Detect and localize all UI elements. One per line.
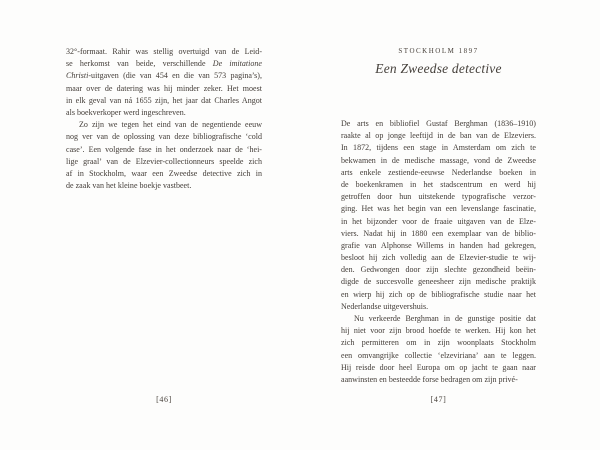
left-page-text bbox=[66, 46, 262, 192]
text-line: In 1872, tijdens een stage in Amsterdam om zich te bbox=[341, 143, 536, 153]
chapter-label: STOCKHOLM 1897 bbox=[398, 47, 479, 55]
text-line: hij niet voor zijn brood hoefde te werken. Hij kon het bbox=[341, 326, 536, 336]
text-line: de zaak van het kleine boekje vastbeet. bbox=[66, 181, 192, 191]
text-line: Hij reisde door heel Europa om op jacht te gaan naar bbox=[341, 362, 536, 372]
text-line: digde de succesvolle geneesheer zijn medische praktijk bbox=[341, 277, 536, 287]
text-line: besloot hij zich volledig aan de Elzevier-studie te wij- bbox=[341, 253, 536, 263]
text-line: viers. Nadat hij in 1880 een exemplaar van de biblio- bbox=[341, 228, 536, 238]
text-line: se herkomst van beide, verschillende De imitatione bbox=[66, 59, 263, 69]
text-line: ging. Het was het begin van een levenslange fascinatie, bbox=[341, 204, 536, 214]
left-page-number: [46] bbox=[156, 395, 172, 404]
text-line: af in Stockholm, waar een Zweedse detective zich in bbox=[66, 168, 262, 178]
right-page-number: [47] bbox=[430, 395, 447, 404]
text-line: nog ver van de oplossing van deze bibliografische ‘cold bbox=[66, 132, 262, 142]
text-line: Nu verkeerde Berghman in de gunstige positie dat bbox=[354, 314, 536, 323]
text-line: maar over de datering was hij minder zeker. Het moest bbox=[66, 83, 262, 93]
text-line: Nederlandse uitgevershuis. bbox=[341, 301, 429, 311]
text-line: Christi-uitgaven (die van 454 en die van 573 pagina’s), bbox=[66, 71, 262, 81]
text-line: als boekverkoper werd ingeschreven. bbox=[66, 107, 186, 117]
text-line: bekwamen in de medische massage, vond de Zweedse bbox=[341, 155, 536, 165]
text-line: grafie van Alphonse Willems in handen had gekregen, bbox=[341, 240, 536, 250]
text-line: getroffen door hun uitstekende typografische verzor- bbox=[341, 192, 536, 202]
text-line: lige graal’ van de Elzevier-collectionneurs speelde zich bbox=[66, 156, 262, 166]
text-line: de boekenkramen in het stadscentrum en werd hij bbox=[341, 179, 536, 189]
italic-text: De imitatione bbox=[212, 59, 263, 69]
text-line: zich permitteren om in zijn woonplaats Stockholm bbox=[341, 338, 536, 348]
text-line: aanwinsten en besteedde forse bedragen om zijn privé- bbox=[341, 374, 518, 384]
text-line: en wierp hij zich op de bibliografische studie naar het bbox=[341, 289, 536, 299]
italic-text: Christi bbox=[66, 71, 89, 81]
text-line: den. Gedwongen door zijn slechte gezondheid beëin- bbox=[341, 265, 536, 275]
text-line: arts enkele zestiende-eeuwse Nederlandse boeken in bbox=[341, 167, 536, 177]
text-line: raakte al op jonge leeftijd in de ban van de Elzeviers. bbox=[341, 131, 536, 141]
text-line: Zo zijn we tegen het eind van de negentiende eeuw bbox=[79, 120, 262, 130]
text-line: De arts en bibliofiel Gustaf Berghman (1836–1910) bbox=[341, 119, 536, 128]
text-line: 32°-formaat. Rahir was stellig overtuigd van de Leid- bbox=[66, 47, 262, 56]
text-line: case’. Een volgende fase in het onderzoek naar de ‘hei- bbox=[66, 144, 262, 154]
chapter-title: Een Zweedse detective bbox=[375, 61, 502, 76]
text-line: in elk geval van ná 1655 zijn, het jaar dat Charles Angot bbox=[66, 95, 262, 105]
right-page-text bbox=[341, 118, 536, 386]
text-line: in het bijzonder voor de fraaie uitgaven van de Elze- bbox=[341, 216, 536, 226]
text-line: een omvangrijke collectie ‘elzeviriana’ aan te leggen. bbox=[341, 350, 536, 360]
